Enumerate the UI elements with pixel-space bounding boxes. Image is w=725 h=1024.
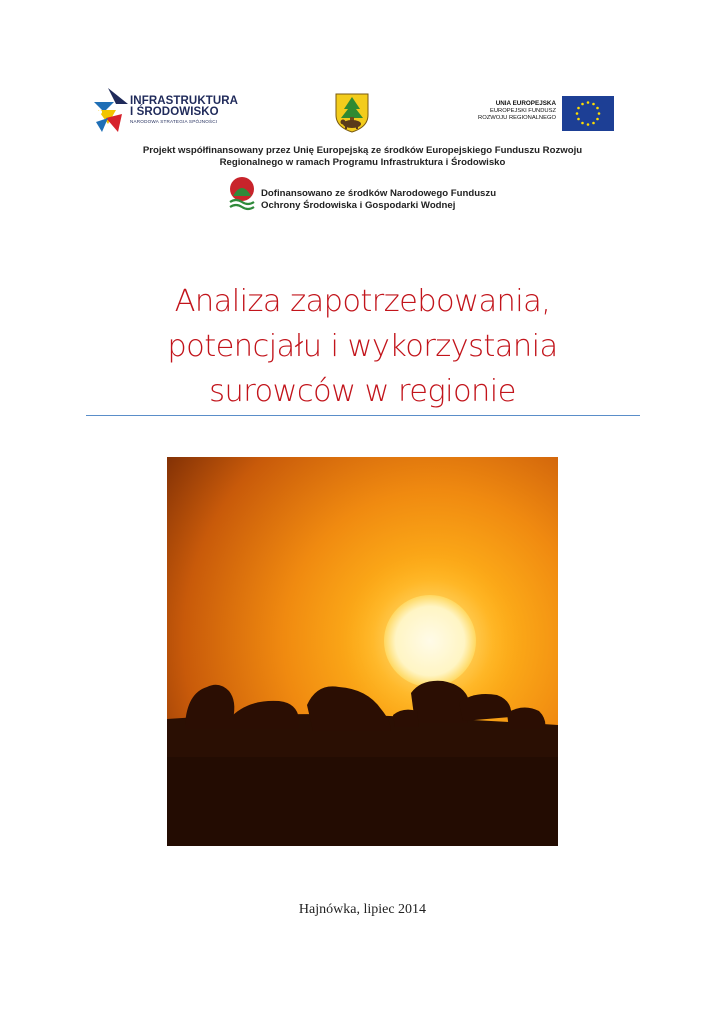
eu-text [468,100,556,122]
nfos-line1: Dofinansowano ze środków Narodowego Funduszu [261,188,497,199]
eu-line2: EUROPEJSKI FUNDUSZ [489,108,556,114]
infrastruktura-line2: I ŚRODOWISKO [130,106,219,118]
eu-flag-icon [562,96,614,131]
title-divider [86,415,640,416]
eu-line1: UNIA EUROPEJSKA [495,100,556,107]
nfos-block [227,176,527,216]
project-text-line1: Projekt współfinansowany przez Unię Europejską ze środków Europejskiego Funduszu Rozwoju [142,145,583,156]
logo-row [0,88,725,138]
title-line3: surowców w regionie [209,374,516,409]
nfos-logo-icon [227,176,257,212]
infrastruktura-line3: NARODOWA STRATEGIA SPÓJNOŚCI [130,119,218,124]
document-title [0,279,725,414]
nfos-line2: Ochrony Środowiska i Gospodarki Wodnej [261,199,456,211]
cover-photo-sunset-bison [167,457,558,846]
infrastruktura-logo-icon [94,88,128,134]
infrastruktura-line1: INFRASTRUKTURA [130,95,239,107]
title-line2: potencjału i wykorzystania [167,329,558,364]
eu-line3: ROZWOJU REGIONALNEGO [478,115,556,121]
place-and-date: Hajnówka, lipiec 2014 [298,902,427,917]
title-line1: Analiza zapotrzebowania, [174,284,551,319]
infrastruktura-logo [94,88,244,134]
project-cofinancing-text [0,145,725,169]
coat-of-arms-icon [335,93,369,133]
project-text-line2: Regionalnego w ramach Programu Infrastruktura i Środowisko [219,157,506,168]
